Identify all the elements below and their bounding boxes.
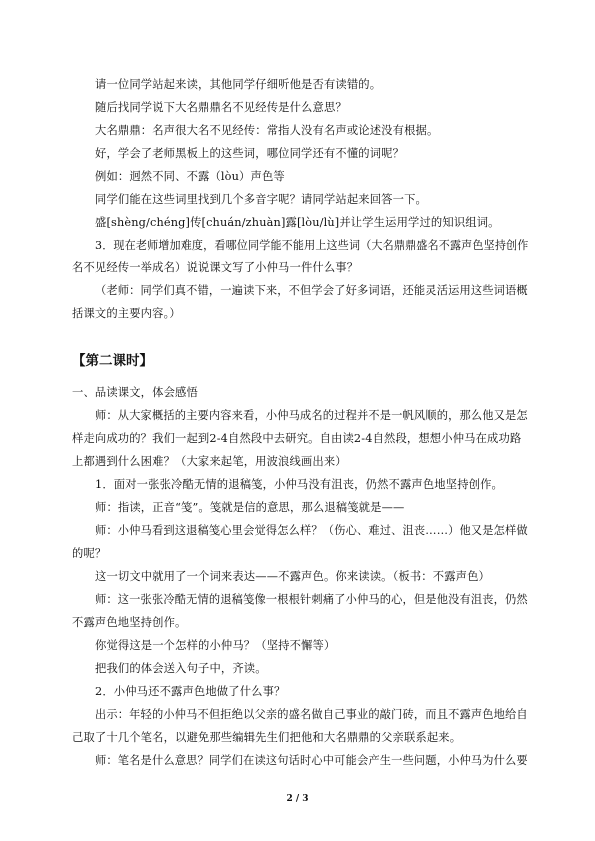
paragraph-line: 师：这一张张冷酷无情的退稿笺像一根根针刺痛了小仲马的心，但是他没有沮丧，仍然 xyxy=(95,593,528,606)
paragraph-line: 出示：年轻的小仲马不但拒绝以父亲的盛名做自己事业的敲门砖，而且不露声色地给自 xyxy=(95,708,528,721)
page-number: 2 / 3 xyxy=(286,794,309,804)
paragraph-line: 大名鼎鼎：名声很大名不见经传：常指人没有名声或论述没有根据。 xyxy=(95,124,439,137)
section-heading-line: 一、品读课文，体会感悟 xyxy=(72,386,198,399)
paragraph-line: 括课文的主要内容。） xyxy=(72,307,181,320)
paragraph-line: 上都遇到什么困难？（大家来起笔，用波浪线画出来） xyxy=(72,455,347,468)
paragraph-line: 随后找同学说下大名鼎鼎名不见经传是什么意思？ xyxy=(95,101,347,114)
paragraph-line: 你觉得这是一个怎样的小仲马？（坚持不懈等） xyxy=(95,639,336,652)
paragraph-line: （老师：同学们真不错，一遍读下来，不但学会了好多词语，还能灵活运用这些词语概 xyxy=(95,284,528,297)
paragraph-line: 2．小仲马还不露声色地做了什么事？ xyxy=(95,685,286,698)
paragraph-line: 师：指读，正音“笺”。笺就是信的意思，那么退稿笺就是—— xyxy=(95,501,405,514)
paragraph-line: 的呢？ xyxy=(72,547,107,560)
paragraph-line: 己取了十几个笔名，以避免那些编辑先生们把他和大名鼎鼎的父亲联系起来。 xyxy=(72,731,462,744)
paragraph-line: 师：笔名是什么意思？同学们在读这句话时心中可能会产生一些问题，小仲马为什么要 xyxy=(95,754,528,767)
paragraph-line: 把我们的体会送入句子中，齐读。 xyxy=(95,662,267,675)
paragraph-line: 师：小仲马看到这退稿笺心里会觉得怎么样？（伤心、难过、沮丧……）他又是怎样做 xyxy=(95,524,528,537)
paragraph-line: 1．面对一张张冷酷无情的退稿笺，小仲马没有沮丧，仍然不露声色地坚持创作。 xyxy=(95,478,503,491)
paragraph-line: 盛[shèng/chéng]传[chuán/zhuàn]露[lòu/lù]并让学生运用学过的知识组词。 xyxy=(95,216,500,229)
paragraph-line: 样走向成功的？我们一起到2-4自然段中去研究。自由读2-4自然段，想想小仲马在成功路 xyxy=(72,432,522,445)
paragraph-line: 好，学会了老师黑板上的这些词，哪位同学还有不懂的词呢？ xyxy=(95,147,405,160)
section-title: 【第二课时】 xyxy=(72,353,153,369)
paragraph-line: 这一切文中就用了一个词来表达——不露声色。你来读读。（板书：不露声色） xyxy=(95,570,490,583)
paragraph-line: 请一位同学站起来读，其他同学仔细听他是否有读错的。 xyxy=(95,78,382,91)
paragraph-line: 名不见经传一举成名）说说课文写了小仲马一件什么事？ xyxy=(72,261,359,274)
paragraph-line: 不露声色地坚持创作。 xyxy=(72,616,187,629)
paragraph-line: 例如：迥然不同、不露（lòu）声色等 xyxy=(95,170,285,183)
paragraph-line: 师：从大家概括的主要内容来看，小仲马成名的过程并不是一帆风顺的，那么他又是怎 xyxy=(95,409,528,422)
paragraph-line: 同学们能在这些词里找到几个多音字呢？请同学站起来回答一下。 xyxy=(95,193,427,206)
paragraph-line: 3．现在老师增加难度，看哪位同学能不能用上这些词（大名鼎鼎盛名不露声色坚持创作 xyxy=(95,239,529,252)
